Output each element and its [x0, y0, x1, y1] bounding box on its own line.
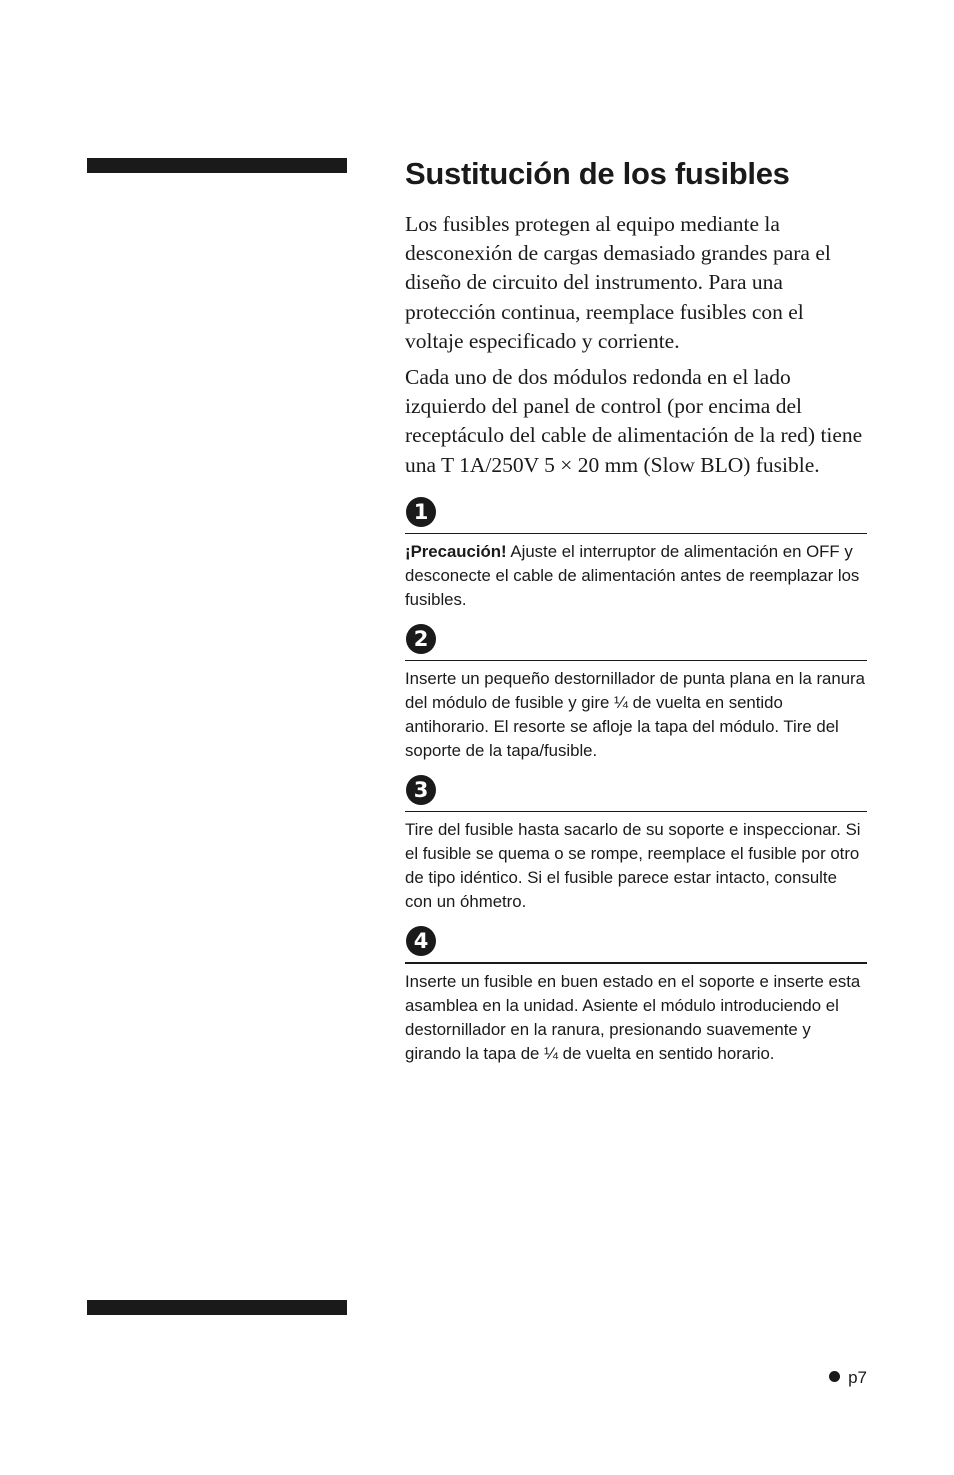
step-2: [405, 622, 867, 763]
step-text: [405, 534, 867, 612]
step-header: [405, 622, 867, 661]
step-header: [405, 495, 867, 534]
top-margin-bar: [87, 158, 347, 173]
bullet-icon: [829, 1371, 840, 1382]
main-content: [405, 150, 867, 1066]
step-number-badge: 3: [406, 775, 436, 805]
step-text: Inserte un pequeño destornillador de punta plana en la ranura del módulo de fusible y gire ¼ de vuelta en sentido antihorario. El resorte se afloje la tapa del módulo. Tire del soporte de la tapa/fusible.: [405, 668, 865, 760]
step-body: Ajuste el interruptor de alimentación en OFF y desconecte el cable de alimentación antes de reemplazar los fusibles.: [405, 541, 860, 609]
step-1: [405, 495, 867, 612]
caution-label: ¡Precaución!: [405, 541, 507, 561]
page-number: p7: [848, 1368, 867, 1387]
step-header: [405, 773, 867, 812]
step-number-badge: 2: [406, 624, 436, 654]
step-3: [405, 773, 867, 914]
step-text: Tire del fusible hasta sacarlo de su soporte e inspeccionar. Si el fusible se quema o se rompe, reemplace el fusible por otro de tipo idéntico. Si el fusible parece estar intacto, consulte con un óhmetro.: [405, 819, 861, 911]
intro-paragraph: Los fusibles protegen al equipo mediante la desconexión de cargas demasiado grandes para el diseño de circuito del instrumento. Para una protección continua, reemplace fusibles con el voltaje especificado y corriente.: [405, 212, 831, 353]
intro-paragraph: Cada uno de dos módulos redonda en el lado izquierdo del panel de control (por encima del receptáculo del cable de alimentación de la red) tiene una T 1A/250V 5 × 20 mm (Slow BLO) fusible.: [405, 365, 863, 477]
page-title: Sustitución de los fusibles: [405, 156, 790, 191]
step-text: Inserte un fusible en buen estado en el soporte e inserte esta asamblea en la unidad. Asiente el módulo introduciendo el destornillador en la ranura, presionando suavemente y girando la tapa de ¼ de vuelta en sentido horario.: [405, 971, 861, 1063]
bottom-margin-bar: [87, 1300, 347, 1315]
step-number-badge: 4: [406, 926, 436, 956]
step-number-badge: 1: [406, 497, 436, 527]
page-footer: [829, 1366, 867, 1390]
step-header: [405, 924, 867, 964]
step-4: [405, 924, 867, 1066]
